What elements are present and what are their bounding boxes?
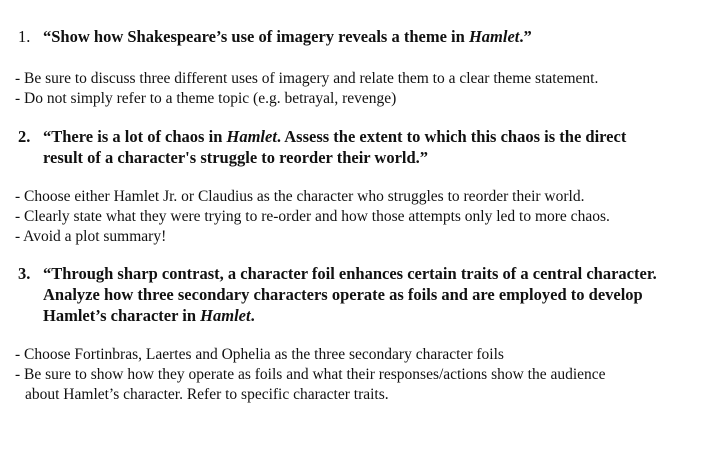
bullet-item: - Clearly state what they were trying to re-order and how those attempts only led to more chaos. [15,208,610,225]
question-3-number: 3. [18,264,31,283]
question-3-line-3: Hamlet’s character in Hamlet. [43,306,255,325]
question-2-line-2: result of a character's struggle to reorder their world.” [43,148,429,167]
bullet-item-continuation: about Hamlet’s character. Refer to specific character traits. [25,386,389,403]
question-2-line-1: 2. “There is a lot of chaos in Hamlet. Assess the extent to which this chaos is the direct [18,127,627,146]
question-3-line-2: Analyze how three secondary characters operate as foils and are employed to develop [43,285,643,304]
question-1-bullets [15,69,706,109]
bullet-item: - Avoid a plot summary! [15,228,167,245]
bullet-item: - Do not simply refer to a theme topic (e.g. betrayal, revenge) [15,90,397,107]
bullet-item: - Be sure to discuss three different uses of imagery and relate them to a clear theme statement. [15,70,599,87]
question-1-number: 1. [18,27,31,46]
question-3-bullets [15,345,706,405]
question-2-number: 2. [18,127,31,146]
question-2-prompt [18,126,706,168]
question-1-prompt [18,26,706,47]
bullet-item: - Choose Fortinbras, Laertes and Ophelia as the three secondary character foils [15,346,504,363]
question-3-line-1: 3. “Through sharp contrast, a character foil enhances certain traits of a central character. [18,264,657,283]
bullet-item: - Choose either Hamlet Jr. or Claudius as the character who struggles to reorder their world. [15,188,585,205]
question-2-bullets [15,187,706,247]
bullet-item: - Be sure to show how they operate as foils and what their responses/actions show the audience [15,366,606,383]
question-3-prompt [18,263,706,326]
question-1-text: “Show how Shakespeare’s use of imagery reveals a theme in Hamlet.” [43,27,532,46]
